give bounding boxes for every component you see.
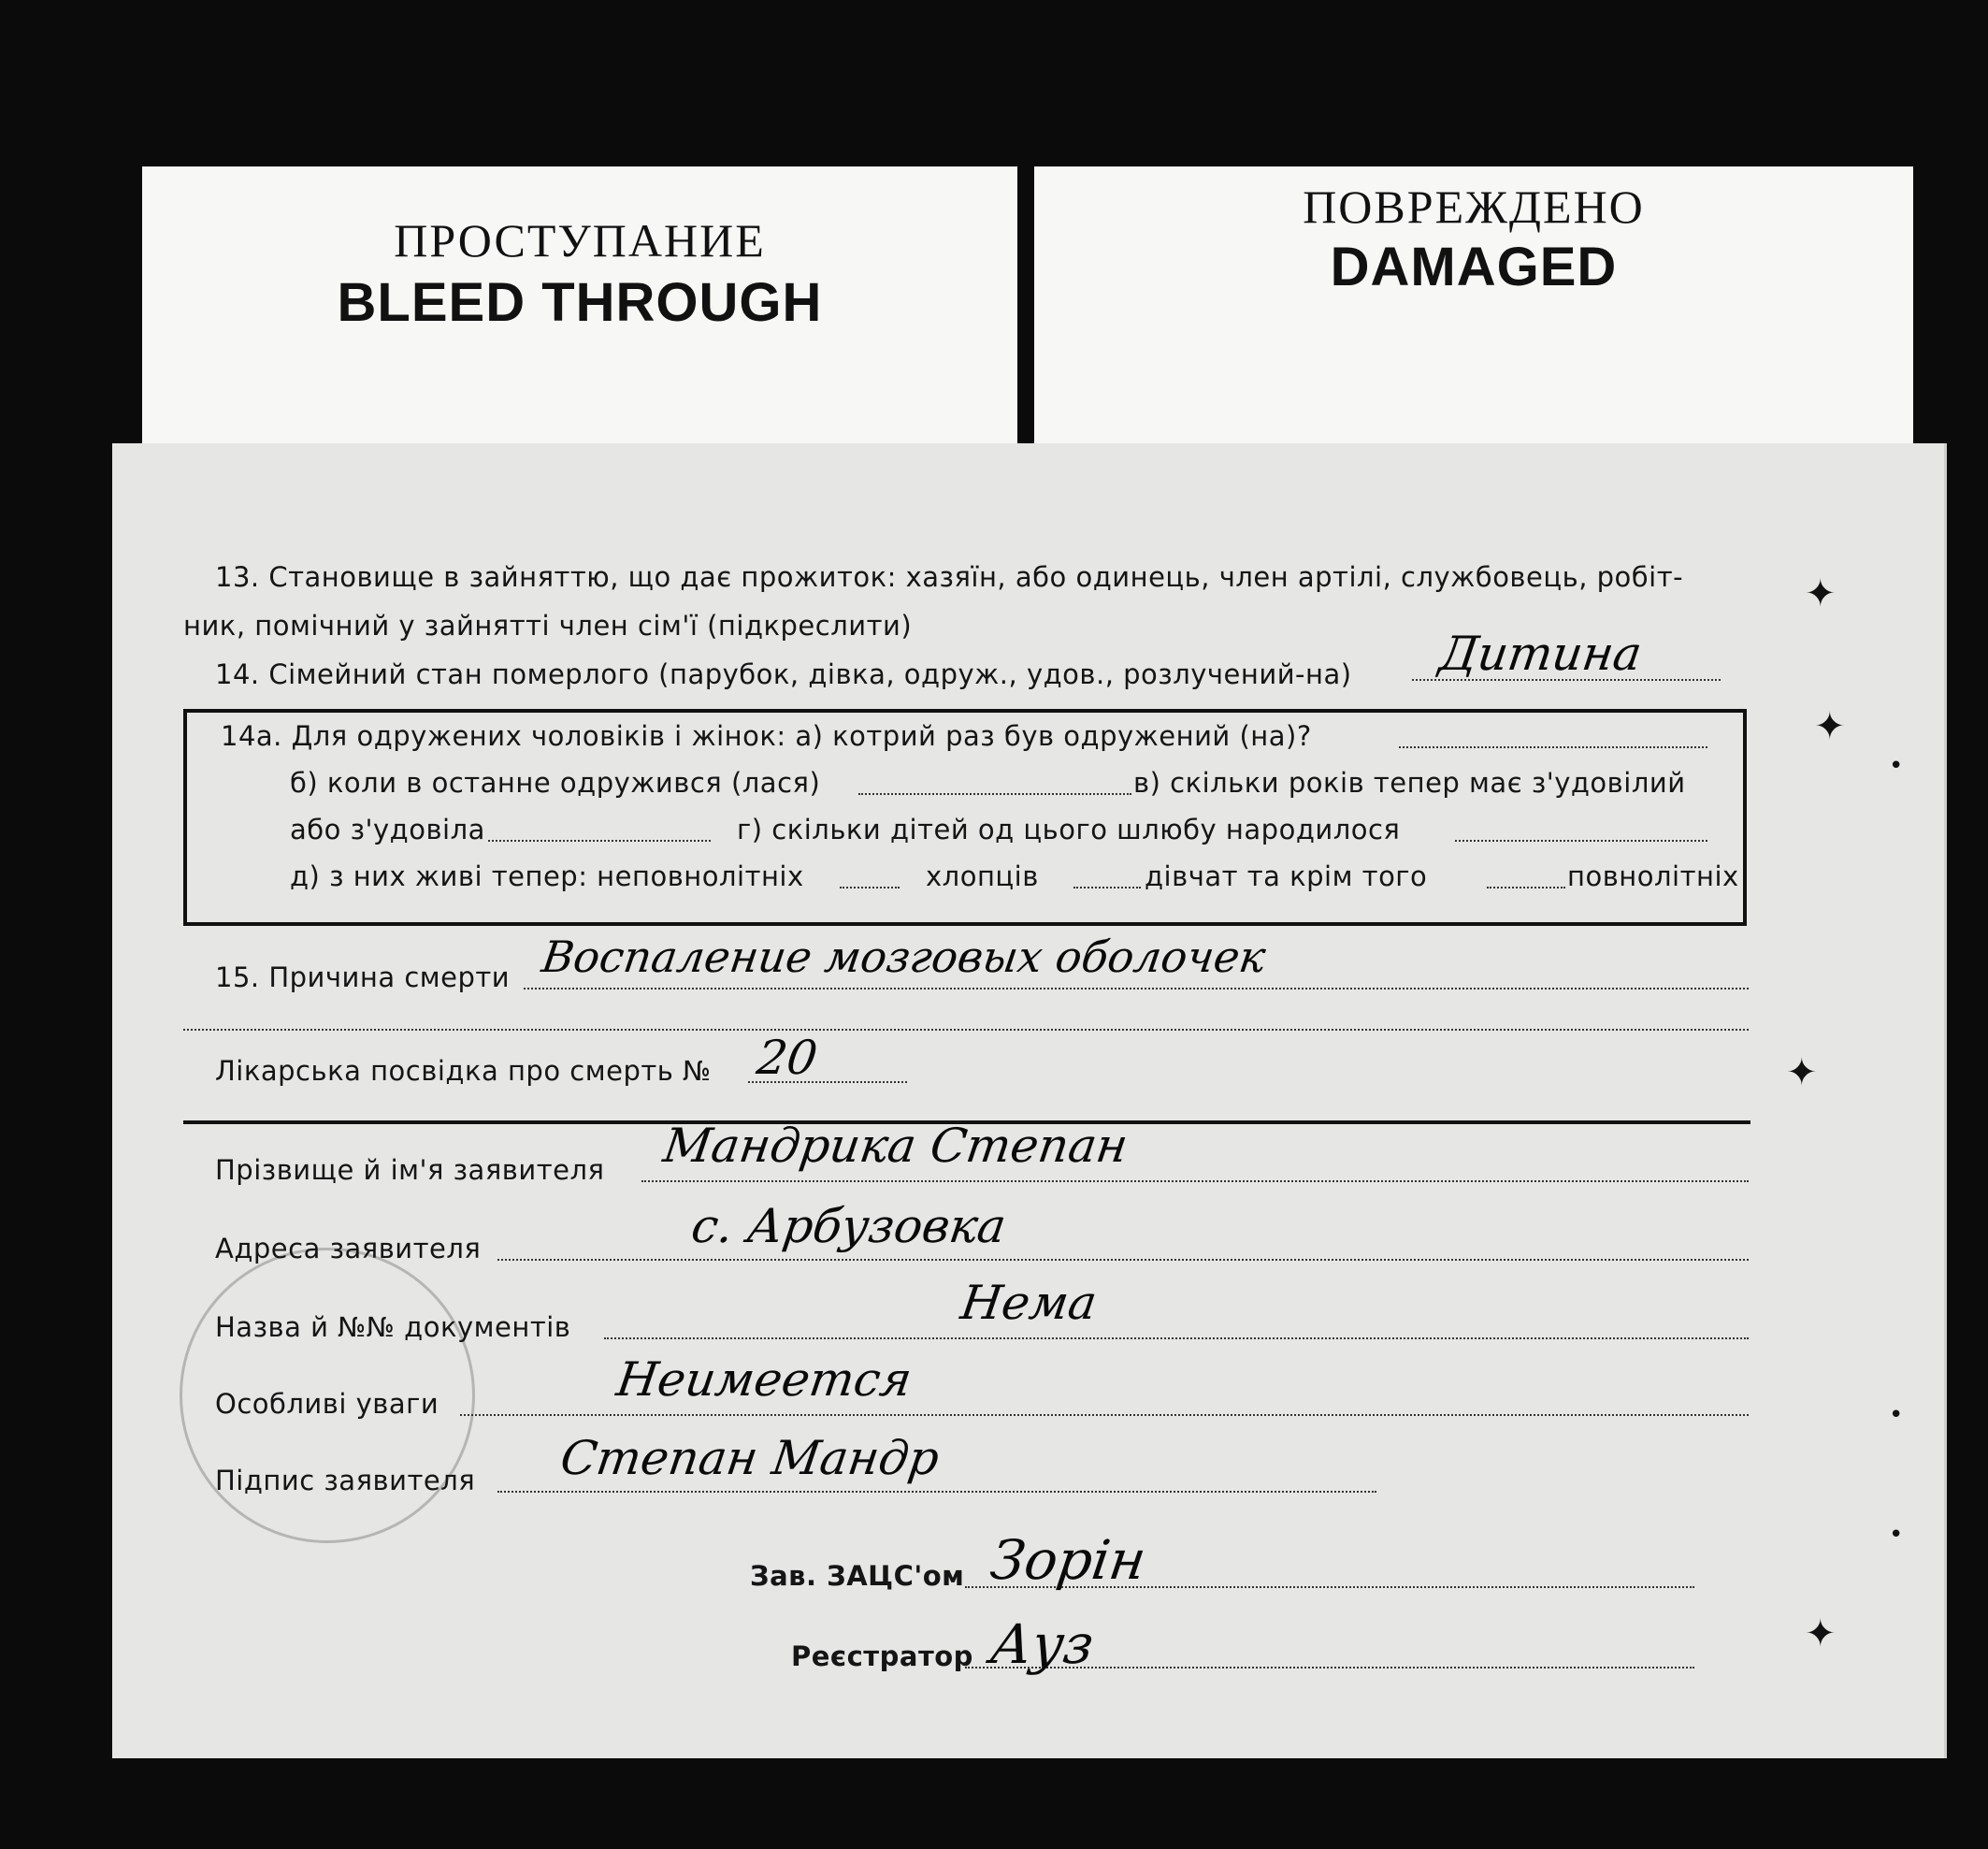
item14-handwritten: Дитина xyxy=(1435,627,1646,681)
death-record-form xyxy=(112,443,1947,1758)
signature-handwritten: Степан Мандр xyxy=(556,1431,943,1485)
documents-label: Назва й №№ документів xyxy=(215,1311,571,1343)
item14a-dots1 xyxy=(1399,746,1707,748)
item14a-line3a: або з'удовіла xyxy=(290,814,485,845)
item14a-line4a: д) з них живі тепер: неповнолітніх xyxy=(290,860,804,892)
item14a-line4b: хлопців xyxy=(926,860,1039,892)
applicant-name-handwritten: Мандрика Степан xyxy=(659,1119,1131,1173)
registrar-label: Реєстратор xyxy=(791,1640,973,1672)
item14a-line4d: повнолітніх xyxy=(1567,860,1739,892)
punch-hole-mark: ✦ xyxy=(1786,1051,1818,1094)
item13-line2: ник, помічний у зайнятті член сім'ї (підкреслити) xyxy=(183,610,913,642)
item14a-dots2 xyxy=(858,793,1131,795)
notes-label: Особливі уваги xyxy=(215,1388,439,1420)
bleed-through-card xyxy=(142,166,1017,466)
item14a-dots4 xyxy=(1455,840,1707,842)
certificate-label: Лікарська посвідка про смерть № xyxy=(215,1055,712,1087)
punch-hole-mark: ✦ xyxy=(1814,705,1846,748)
punch-hole-mark: ✦ xyxy=(1805,572,1837,615)
registrar-signature: Ауз xyxy=(987,1612,1098,1676)
item15-dots1 xyxy=(524,988,1749,990)
item14a-line3b: г) скільки дітей од цього шлюбу народилося xyxy=(737,814,1401,845)
documents-handwritten: Нема xyxy=(957,1276,1101,1330)
item14-label: 14. Сімейний стан померлого (парубок, дівка, одруж., удов., розлучений-на) xyxy=(215,658,1352,690)
item14a-dots5 xyxy=(840,887,900,888)
signature-dots xyxy=(497,1491,1376,1493)
item15-label: 15. Причина смерти xyxy=(215,961,511,993)
notes-handwritten: Неимеется xyxy=(612,1352,915,1407)
item14a-line1: 14а. Для одружених чоловіків і жінок: а) котрий раз був одружений (на)? xyxy=(221,720,1312,752)
item13-line1: 13. Становище в зайняттю, що дає прожиток: хазяїн, або одинець, член артілі, службовець, робіт- xyxy=(215,561,1684,593)
item15-dots2 xyxy=(183,1029,1749,1031)
bleed-through-label-ru: ПРОСТУПАНИЕ xyxy=(394,214,766,267)
edge-dot: • xyxy=(1889,1521,1904,1549)
edge-dot: • xyxy=(1889,752,1904,780)
punch-hole-mark: ✦ xyxy=(1805,1612,1837,1655)
item15-handwritten: Воспаление мозговых оболочек xyxy=(539,932,1269,982)
item14a-box xyxy=(183,709,1747,926)
damaged-label-ru: ПОВРЕЖДЕНО xyxy=(1303,181,1645,233)
damaged-label-en: DAMAGED xyxy=(1330,237,1618,297)
item14a-dots3 xyxy=(488,840,711,842)
head-label: Зав. ЗАЦС'ом xyxy=(750,1560,965,1592)
documents-dots xyxy=(604,1337,1749,1339)
item14a-line2b: в) скільки років тепер має з'удовілий xyxy=(1133,767,1686,799)
item14a-line2a: б) коли в останне одружився (лася) xyxy=(290,767,821,799)
applicant-name-dots xyxy=(641,1180,1749,1182)
certificate-number: 20 xyxy=(753,1031,821,1085)
item14a-dots7 xyxy=(1487,887,1565,888)
damaged-card xyxy=(1034,166,1913,447)
head-signature: Зорін xyxy=(987,1528,1150,1592)
applicant-address-dots xyxy=(497,1259,1749,1261)
edge-dot: • xyxy=(1889,1401,1904,1429)
signature-label: Підпис заявителя xyxy=(215,1465,476,1496)
bleed-through-label-en: BLEED THROUGH xyxy=(337,272,823,333)
notes-dots xyxy=(460,1414,1749,1416)
applicant-name-label: Прізвище й ім'я заявителя xyxy=(215,1154,605,1186)
item14a-line4c: дівчат та крім того xyxy=(1145,860,1428,892)
applicant-address-handwritten: с. Арбузовка xyxy=(687,1199,1010,1253)
applicant-address-label: Адреса заявителя xyxy=(215,1233,482,1264)
item14a-dots6 xyxy=(1073,887,1141,888)
